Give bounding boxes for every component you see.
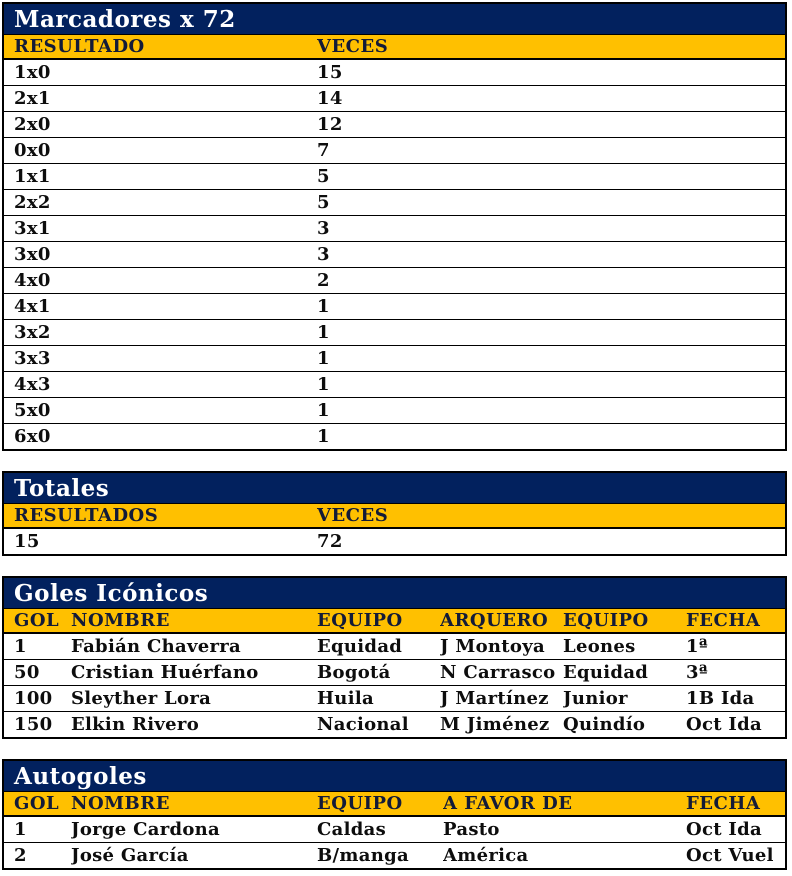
table-cell: B/manga	[317, 845, 409, 866]
column-header: NOMBRE	[71, 610, 170, 631]
table-goles-iconicos	[2, 576, 787, 739]
table-cell: 4x0	[14, 270, 51, 291]
table-cell: 1	[14, 636, 27, 657]
table-cell: 1x1	[14, 166, 51, 187]
column-header: ARQUERO	[440, 610, 549, 631]
table-cell: 1	[317, 348, 330, 369]
column-header: GOL	[14, 610, 60, 631]
table-cell: J Montoya	[440, 636, 545, 657]
table-cell: N Carrasco	[440, 662, 556, 683]
table-cell: 100	[14, 688, 53, 709]
table-cell: 1	[317, 426, 330, 447]
column-header-row	[4, 609, 785, 634]
column-header: EQUIPO	[317, 793, 403, 814]
table-cell: 5	[317, 192, 330, 213]
table-cell: 4x1	[14, 296, 51, 317]
table-body	[4, 529, 785, 554]
column-header-row	[4, 792, 785, 817]
column-header: FECHA	[686, 610, 761, 631]
table-row	[4, 164, 785, 190]
table-cell: Junior	[563, 688, 628, 709]
table-cell: 3x1	[14, 218, 51, 239]
table-cell: 4x3	[14, 374, 51, 395]
table-cell: 150	[14, 714, 53, 735]
table-cell: Oct Ida	[686, 714, 762, 735]
column-header: A FAVOR DE	[443, 793, 573, 814]
table-cell: 5	[317, 166, 330, 187]
column-header-row	[4, 504, 785, 529]
table-row	[4, 268, 785, 294]
table-cell: 15	[14, 531, 40, 552]
table-cell: Fabián Chaverra	[71, 636, 242, 657]
table-cell: 7	[317, 140, 330, 161]
table-cell: Oct Vuel	[686, 845, 774, 866]
table-cell: Pasto	[443, 819, 500, 840]
table-row	[4, 242, 785, 268]
column-header: RESULTADOS	[14, 505, 159, 526]
table-cell: 2x0	[14, 114, 51, 135]
table-cell: 3x0	[14, 244, 51, 265]
table-row	[4, 817, 785, 843]
column-header: FECHA	[686, 793, 761, 814]
column-header: VECES	[317, 505, 389, 526]
table-cell: Jorge Cardona	[71, 819, 221, 840]
table-autogoles	[2, 759, 787, 870]
table-row	[4, 294, 785, 320]
table-cell: Nacional	[317, 714, 409, 735]
table-title-totales: Totales	[4, 473, 785, 504]
table-cell: 14	[317, 88, 343, 109]
table-cell: 1	[14, 819, 27, 840]
table-cell: Elkin Rivero	[71, 714, 200, 735]
table-cell: 6x0	[14, 426, 51, 447]
table-cell: Quindío	[563, 714, 646, 735]
table-row	[4, 86, 785, 112]
table-row	[4, 843, 785, 868]
table-cell: 1	[317, 296, 330, 317]
table-cell: 1	[317, 374, 330, 395]
table-cell: 12	[317, 114, 343, 135]
table-cell: Caldas	[317, 819, 387, 840]
column-header: EQUIPO	[317, 610, 403, 631]
table-row	[4, 372, 785, 398]
table-row	[4, 686, 785, 712]
table-cell: 15	[317, 62, 343, 83]
table-cell: 3x3	[14, 348, 51, 369]
table-cell: Oct Ida	[686, 819, 762, 840]
table-title-goles-iconicos: Goles Icónicos	[4, 578, 785, 609]
table-cell: 1	[317, 400, 330, 421]
table-cell: José García	[71, 845, 189, 866]
table-cell: 1B Ida	[686, 688, 755, 709]
table-cell: 2	[14, 845, 27, 866]
table-cell: 5x0	[14, 400, 51, 421]
table-row	[4, 190, 785, 216]
table-body	[4, 60, 785, 449]
table-cell: 50	[14, 662, 40, 683]
table-cell: 2	[317, 270, 330, 291]
table-cell: Huila	[317, 688, 374, 709]
table-body	[4, 634, 785, 737]
column-header: NOMBRE	[71, 793, 170, 814]
table-cell: 1ª	[686, 636, 708, 657]
column-header: VECES	[317, 36, 389, 57]
column-header: RESULTADO	[14, 36, 145, 57]
table-row	[4, 346, 785, 372]
table-title-marcadores: Marcadores x 72	[4, 4, 785, 35]
table-cell: 1x0	[14, 62, 51, 83]
table-row	[4, 529, 785, 554]
table-cell: Equidad	[317, 636, 403, 657]
table-row	[4, 398, 785, 424]
table-row	[4, 424, 785, 449]
column-header: EQUIPO	[563, 610, 649, 631]
table-cell: M Jiménez	[440, 714, 550, 735]
table-row	[4, 138, 785, 164]
table-cell: 2x2	[14, 192, 51, 213]
table-row	[4, 112, 785, 138]
table-cell: Sleyther Lora	[71, 688, 212, 709]
table-row	[4, 60, 785, 86]
table-cell: 3ª	[686, 662, 708, 683]
table-cell: Equidad	[563, 662, 649, 683]
table-body	[4, 817, 785, 868]
table-cell: 3x2	[14, 322, 51, 343]
table-totales	[2, 471, 787, 556]
table-cell: 2x1	[14, 88, 51, 109]
table-row	[4, 660, 785, 686]
table-cell: Leones	[563, 636, 636, 657]
table-row	[4, 712, 785, 737]
table-row	[4, 320, 785, 346]
table-cell: 3	[317, 244, 330, 265]
table-cell: 3	[317, 218, 330, 239]
table-marcadores	[2, 2, 787, 451]
column-header: GOL	[14, 793, 60, 814]
table-cell: 0x0	[14, 140, 51, 161]
table-cell: 72	[317, 531, 343, 552]
table-row	[4, 634, 785, 660]
table-cell: Cristian Huérfano	[71, 662, 259, 683]
column-header-row	[4, 35, 785, 60]
table-cell: América	[443, 845, 529, 866]
table-row	[4, 216, 785, 242]
table-title-autogoles: Autogoles	[4, 761, 785, 792]
table-cell: J Martínez	[440, 688, 549, 709]
table-cell: Bogotá	[317, 662, 391, 683]
table-cell: 1	[317, 322, 330, 343]
